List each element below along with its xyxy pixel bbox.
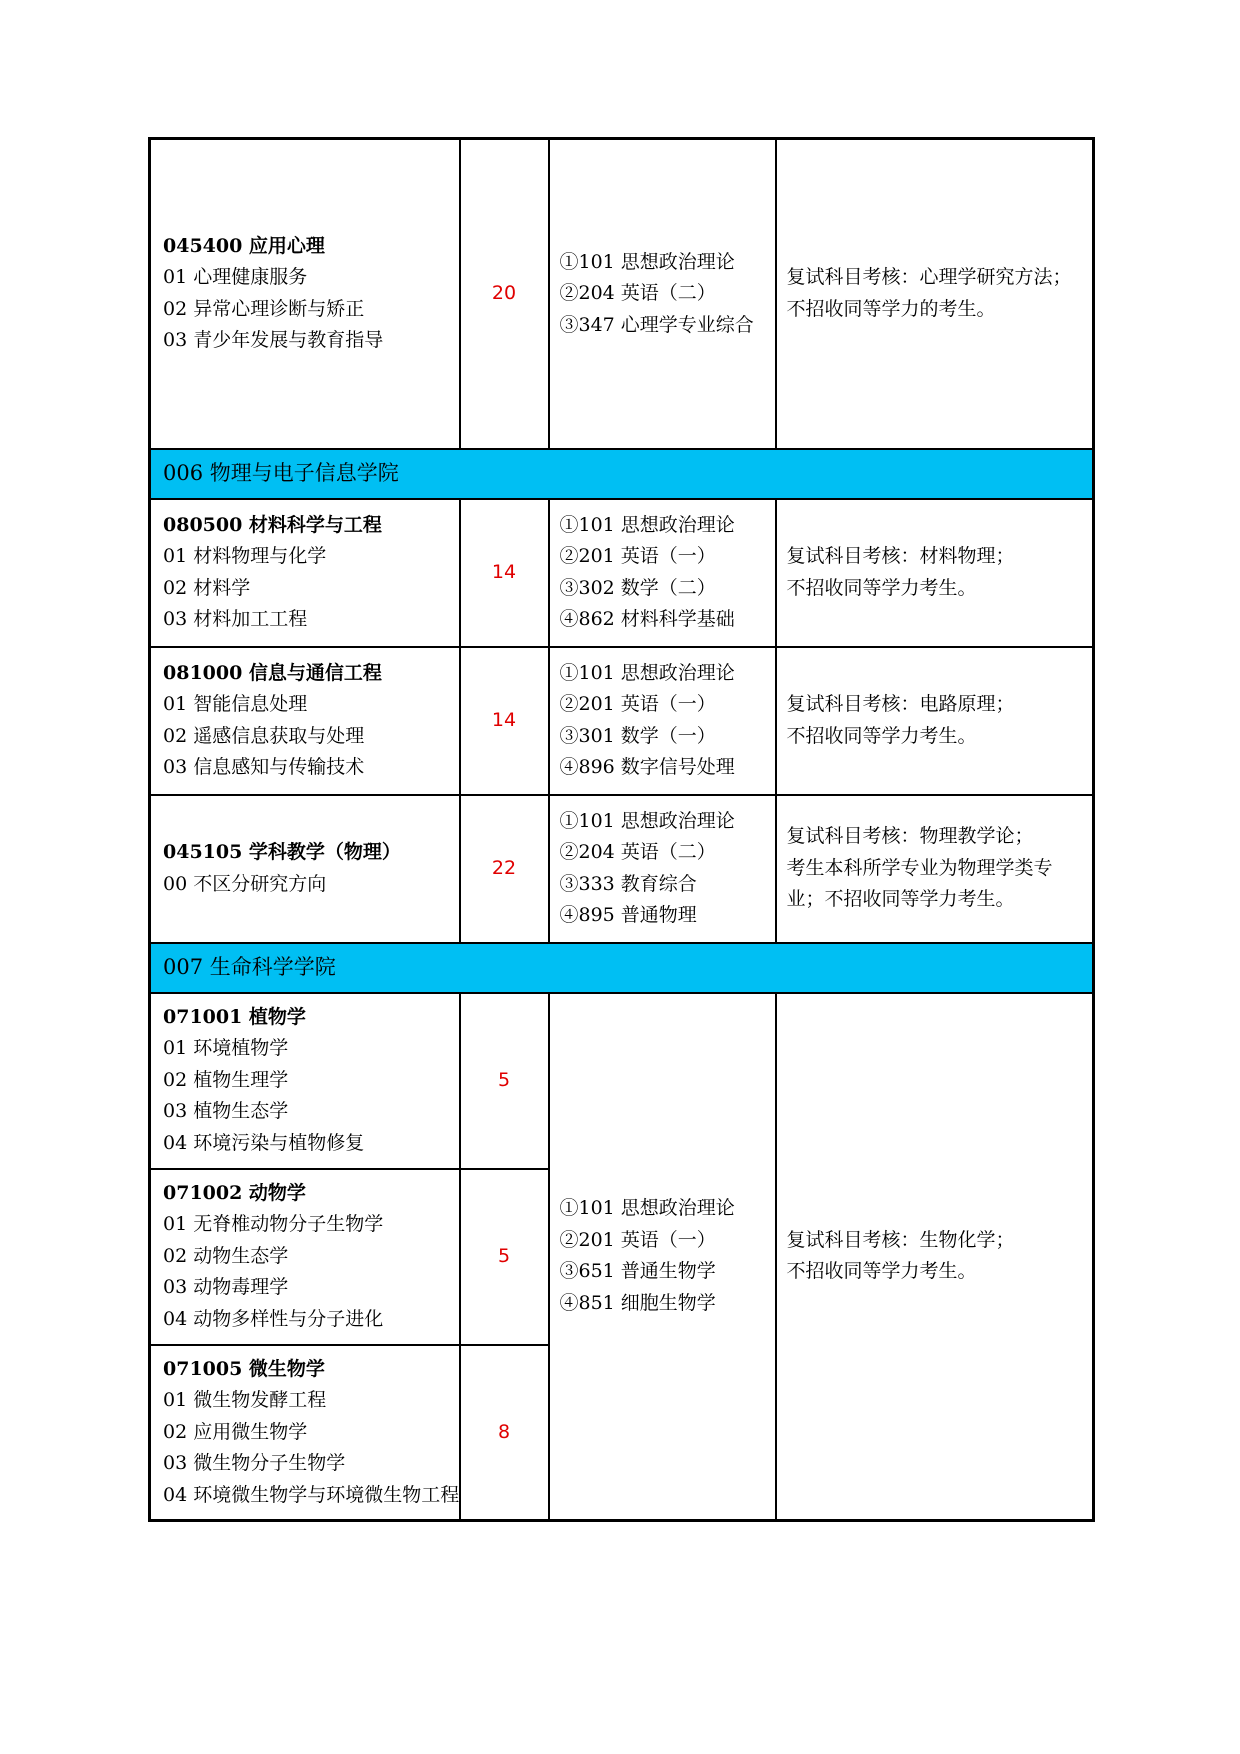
direction-item: 04 环境微生物学与环境微生物工程 — [163, 1483, 460, 1506]
exam-item: ②201 英语（一） — [559, 693, 716, 715]
exam-item: ③347 心理学专业综合 — [559, 313, 754, 336]
quota-cell: 14 — [460, 499, 549, 647]
major-cell — [150, 647, 460, 795]
direction-item: 01 材料物理与化学 — [163, 545, 327, 567]
exam-subjects-cell — [549, 139, 776, 449]
quota-cell: 22 — [460, 795, 549, 943]
direction-item: 03 动物毒理学 — [163, 1276, 289, 1299]
exam-subjects-cell — [549, 993, 776, 1521]
direction-item: 03 植物生态学 — [163, 1100, 289, 1123]
remark-item: 复试科目考核：生物化学； — [786, 1228, 1015, 1251]
major-cell — [150, 139, 460, 449]
quota-cell: 8 — [460, 1345, 549, 1521]
direction-item: 00 不区分研究方向 — [163, 872, 327, 895]
direction-item: 03 材料加工工程 — [163, 608, 308, 630]
table-row — [150, 499, 1094, 647]
remark-item: 复试科目考核：材料物理； — [786, 545, 1015, 567]
direction-item: 02 遥感信息获取与处理 — [163, 724, 365, 747]
exam-item: ①101 思想政治理论 — [559, 661, 735, 684]
major-cell — [150, 499, 460, 647]
remarks-cell — [776, 993, 1094, 1521]
remarks-cell — [776, 795, 1094, 943]
direction-item: 03 信息感知与传输技术 — [163, 756, 365, 778]
major-cell — [150, 1345, 460, 1521]
exam-item: ④862 材料科学基础 — [559, 608, 735, 630]
admissions-table — [148, 137, 1095, 1522]
table-row — [150, 795, 1094, 943]
remark-item: 不招收同等学力考生。 — [786, 724, 977, 747]
direction-item: 02 植物生理学 — [163, 1068, 289, 1091]
department-title: 006 物理与电子信息学院 — [150, 449, 1094, 499]
direction-item: 01 心理健康服务 — [163, 266, 308, 289]
major-code-title: 081000 信息与通信工程 — [163, 661, 382, 684]
exam-subjects-cell — [549, 795, 776, 943]
direction-item: 03 微生物分子生物学 — [163, 1452, 346, 1474]
exam-item: ④851 细胞生物学 — [559, 1291, 716, 1314]
table-row — [150, 139, 1094, 449]
department-header-row — [150, 943, 1094, 993]
exam-item: ①101 思想政治理论 — [559, 250, 735, 273]
exam-item: ③333 教育综合 — [559, 872, 697, 895]
remarks-cell — [776, 499, 1094, 647]
direction-item: 01 智能信息处理 — [163, 693, 308, 715]
direction-item: 02 材料学 — [163, 576, 251, 599]
remarks-cell — [776, 139, 1094, 449]
exam-item: ④895 普通物理 — [559, 904, 697, 926]
major-code-title: 071001 植物学 — [163, 1005, 306, 1028]
exam-item: ②204 英语（二） — [559, 841, 716, 863]
exam-item: ②204 英语（二） — [559, 282, 716, 304]
major-cell — [150, 1169, 460, 1345]
direction-item: 01 无脊椎动物分子生物学 — [163, 1213, 384, 1236]
exam-subjects-cell — [549, 647, 776, 795]
remark-item: 复试科目考核：物理教学论； — [786, 825, 1034, 848]
direction-item: 01 环境植物学 — [163, 1037, 289, 1060]
remark-item: 复试科目考核：电路原理； — [786, 693, 1015, 715]
major-code-title: 071002 动物学 — [163, 1181, 306, 1204]
exam-item: ②201 英语（一） — [559, 545, 716, 567]
direction-item: 02 应用微生物学 — [163, 1420, 308, 1443]
table-row — [150, 993, 1094, 1169]
exam-item: ④896 数字信号处理 — [559, 756, 735, 778]
major-code-title: 045400 应用心理 — [163, 234, 325, 257]
major-code-title: 045105 学科教学（物理） — [163, 841, 401, 863]
major-code-title: 071005 微生物学 — [163, 1357, 325, 1380]
exam-item: ①101 思想政治理论 — [559, 513, 735, 536]
remark-item: 不招收同等学力的考生。 — [786, 297, 996, 320]
remark-item: 不招收同等学力考生。 — [786, 1260, 977, 1283]
quota-cell: 5 — [460, 1169, 549, 1345]
exam-item: ③651 普通生物学 — [559, 1260, 716, 1283]
remarks-cell — [776, 647, 1094, 795]
exam-subjects-cell — [549, 499, 776, 647]
exam-item: ①101 思想政治理论 — [559, 809, 735, 832]
remark-item: 不招收同等学力考生。 — [786, 576, 977, 599]
exam-item: ①101 思想政治理论 — [559, 1197, 735, 1220]
department-title: 007 生命科学学院 — [150, 943, 1094, 993]
exam-item: ②201 英语（一） — [559, 1228, 716, 1251]
table-row — [150, 647, 1094, 795]
major-cell — [150, 993, 460, 1169]
direction-item: 02 动物生态学 — [163, 1244, 289, 1267]
remark-item: 考生本科所学专业为物理学类专业；不招收同等学力考生。 — [786, 856, 1053, 911]
direction-item: 04 环境污染与植物修复 — [163, 1131, 365, 1154]
department-header-row — [150, 449, 1094, 499]
quota-cell: 20 — [460, 139, 549, 449]
major-cell — [150, 795, 460, 943]
exam-item: ③301 数学（一） — [559, 724, 716, 747]
direction-item: 01 微生物发酵工程 — [163, 1389, 327, 1411]
major-code-title: 080500 材料科学与工程 — [163, 513, 382, 536]
remark-item: 复试科目考核：心理学研究方法； — [786, 266, 1072, 289]
quota-cell: 5 — [460, 993, 549, 1169]
direction-item: 02 异常心理诊断与矫正 — [163, 297, 365, 320]
direction-item: 03 青少年发展与教育指导 — [163, 329, 384, 352]
exam-item: ③302 数学（二） — [559, 576, 716, 599]
quota-cell: 14 — [460, 647, 549, 795]
direction-item: 04 动物多样性与分子进化 — [163, 1307, 384, 1330]
